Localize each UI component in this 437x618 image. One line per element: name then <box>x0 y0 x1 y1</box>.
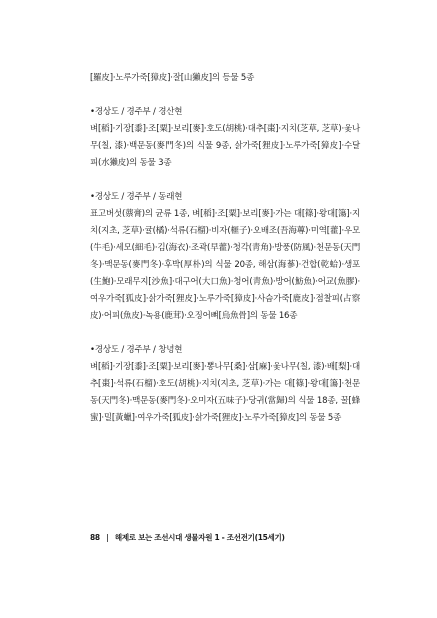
section-body: 표고버섯(蔈膏)의 균류 1종, 벼[稻]·조[粟]·보리[麥]·가는 대[篠]·왕대[簜]·지치(지초, 芝草)·귤(橘)·석류(石榴)·비자(榧子)·오배조(吾海蓴)·미역[藿]·우모(牛毛)·세모(細毛)·김(海衣)·조곽(早藿)·청각(靑角)·방풍(防風)·천문동(天門冬)·맥문동(麥門冬)·후박(厚朴)의 식물 20종, 해삼(海蔘)·건합(乾蛤)·생포(生鮑)·모래무지[沙魚]·대구어(大口魚)·청어(靑魚)·방어(魴魚)·어교(魚膠)·여우가죽[狐皮]·삵가죽[狸皮]·노루가죽[獐皮]·사슴가죽[鹿皮]·점찰피(占察皮)·어피(魚皮)·녹용(鹿茸)·오징어뼈[烏魚骨]의 동물 16종 <box>90 209 360 321</box>
section-body: 벼[稻]·기장[黍]·조[粟]·보리[麥]·뽕나무[桑]·삼[麻]·옻나무(칠, 漆)·배[梨]·대추[棗]·석류(石榴)·호도(胡桃)·지치(지초, 芝草)·가는 대[篠]·왕대[簜]·천문동(天門冬)·맥문동(麥門冬)·오미자(五味子)·당귀(當歸)의 식물 18종, 꿀[蜂蜜]·밀[黃蠟]·여우가죽[狐皮]·삵가죽[狸皮]·노루가죽[獐皮]의 동물 5종 <box>90 362 360 423</box>
section-heading: •경상도 / 경주부 / 동래현 <box>90 192 183 202</box>
section-body: 벼[稻]·기장[黍]·조[粟]·보리[麥]·호도(胡桃)·대추[棗]·지치(芝草, 芝草)·옻나무(칠, 漆)·백문동(麥門冬)의 식물 9종, 삵가죽[狸皮]·노루가죽[獐皮]·수달피(水獺皮)의 동물 3종 <box>90 124 360 168</box>
section-heading: •경상도 / 경주부 / 경산현 <box>90 107 183 117</box>
section-changnyeong <box>90 342 360 427</box>
section-dongnae <box>90 189 360 325</box>
book-title: 해제로 보는 조선시대 생물자원 1 - 조선전기(15세기) <box>114 533 285 542</box>
page-content <box>90 70 360 444</box>
section-heading: •경상도 / 경주부 / 창녕현 <box>90 345 183 355</box>
page-footer <box>90 532 285 543</box>
page-number: 88 <box>90 533 100 542</box>
footer-separator: | <box>106 533 109 542</box>
intro-block <box>90 70 360 87</box>
intro-text: [羅皮]·노루가죽[獐皮]·잘[山獺皮]의 등물 5종 <box>90 73 255 83</box>
section-gyeongsan <box>90 104 360 172</box>
